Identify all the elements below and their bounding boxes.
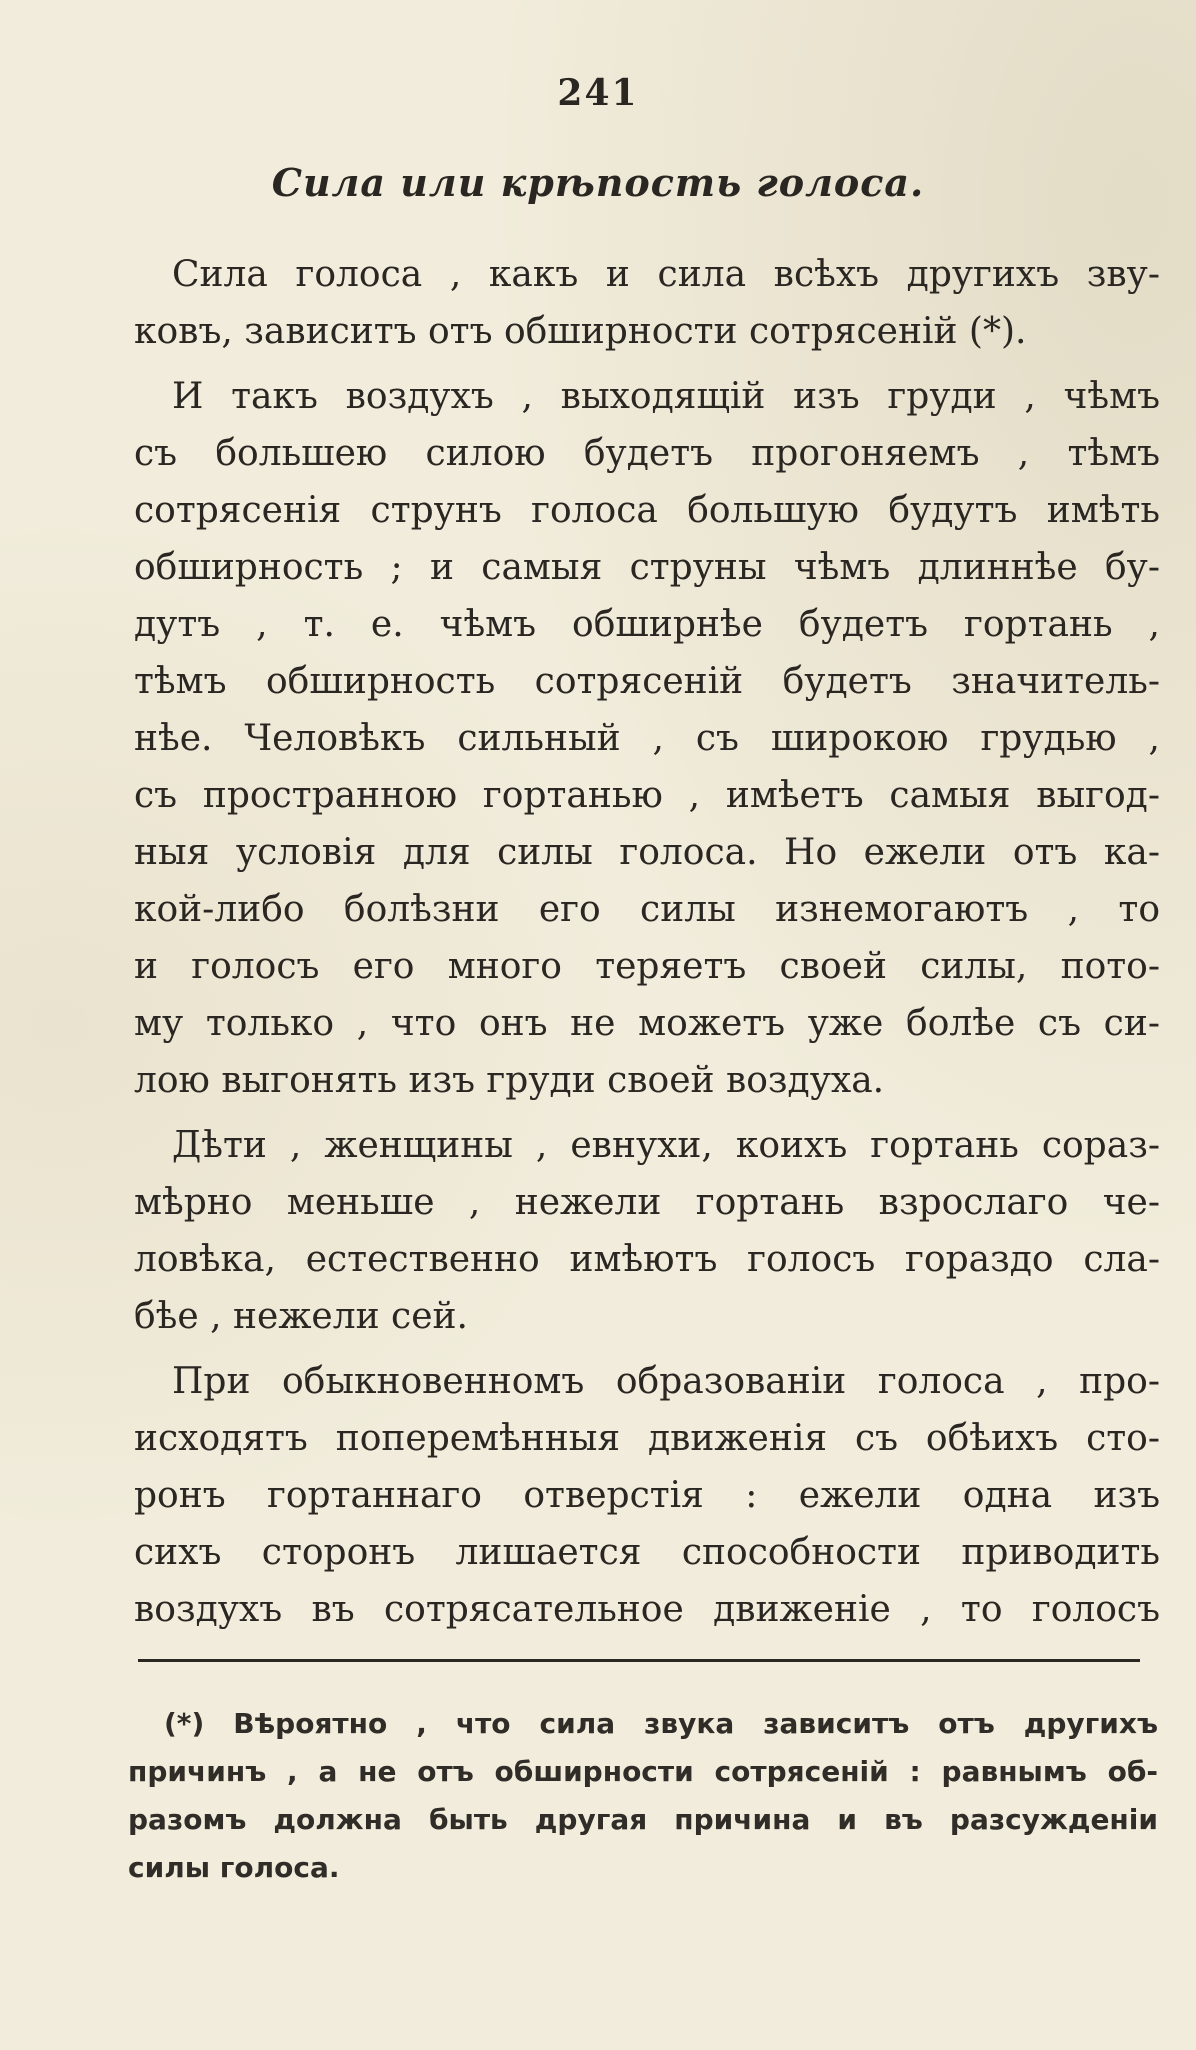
text-line: бѣе , нежели сей.	[134, 1296, 468, 1337]
footnote-line: (*) Вѣроятно , что сила звука зависитъ отъ другихъ	[164, 1707, 1158, 1740]
paragraph	[134, 1117, 1160, 1345]
footnote-line: причинъ , а не отъ обширности сотрясеній : равнымъ об-	[128, 1755, 1158, 1788]
text-line: При обыкновенномъ образованіи голоса , про-	[172, 1361, 1160, 1402]
text-line: дутъ , т. е. чѣмъ обширнѣе будетъ гортань ,	[134, 604, 1160, 645]
text-line: съ большею силою будетъ прогоняемъ , тѣмъ	[134, 433, 1160, 474]
text-line: лою выгонять изъ груди своей воздуха.	[134, 1060, 885, 1101]
text-line: ловѣка, естественно имѣютъ голосъ гораздо сла-	[134, 1239, 1160, 1280]
text-line: И такъ воздухъ , выходящій изъ груди , чѣмъ	[172, 376, 1160, 417]
footnote-divider	[138, 1659, 1140, 1662]
footnote-line: силы голоса.	[128, 1851, 340, 1884]
text-line: съ пространною гортанью , имѣетъ самыя выгод-	[134, 775, 1160, 816]
text-line: воздухъ въ сотрясательное движеніе , то голосъ	[134, 1589, 1160, 1630]
paragraph	[134, 368, 1160, 1109]
text-line: сихъ сторонъ лишается способности приводить	[134, 1532, 1160, 1573]
text-line: сотрясенія струнъ голоса большую будутъ имѣть	[134, 490, 1160, 531]
text-line: исходятъ поперемѣнныя движенія съ обѣихъ сто-	[134, 1418, 1160, 1459]
footnote	[128, 1700, 1158, 1892]
text-line: и голосъ его много теряетъ своей силы, пото-	[134, 946, 1160, 987]
paragraph	[134, 246, 1160, 360]
text-line: кой-либо болѣзни его силы изнемогаютъ , то	[134, 889, 1160, 930]
text-line: обширность ; и самыя струны чѣмъ длиннѣе бу-	[134, 547, 1160, 588]
text-line: Дѣти , женщины , евнухи, коихъ гортань сораз-	[172, 1125, 1160, 1166]
section-heading: Сила или крѣпость голоса.	[271, 160, 925, 205]
text-line: мѣрно меньше , нежели гортань взрослаго че-	[134, 1182, 1160, 1223]
page-number: 241	[557, 72, 639, 114]
text-line: му только , что онъ не можетъ уже болѣе съ си-	[134, 1003, 1160, 1044]
body-text	[134, 246, 1160, 1638]
text-line: ронъ гортаннаго отверстія : ежели одна изъ	[134, 1475, 1160, 1516]
text-line: ковъ, зависитъ отъ обширности сотрясеній (*).	[134, 311, 1027, 352]
text-line: тѣмъ обширность сотрясеній будетъ значитель-	[134, 661, 1160, 702]
footnote-line: разомъ должна быть другая причина и въ разсужденіи	[128, 1803, 1158, 1836]
text-line: Сила голоса , какъ и сила всѣхъ другихъ зву-	[172, 254, 1160, 295]
text-line: нѣе. Человѣкъ сильный , съ широкою грудью ,	[134, 718, 1160, 759]
paragraph	[134, 1353, 1160, 1638]
text-line: ныя условія для силы голоса. Но ежели отъ ка-	[134, 832, 1160, 873]
